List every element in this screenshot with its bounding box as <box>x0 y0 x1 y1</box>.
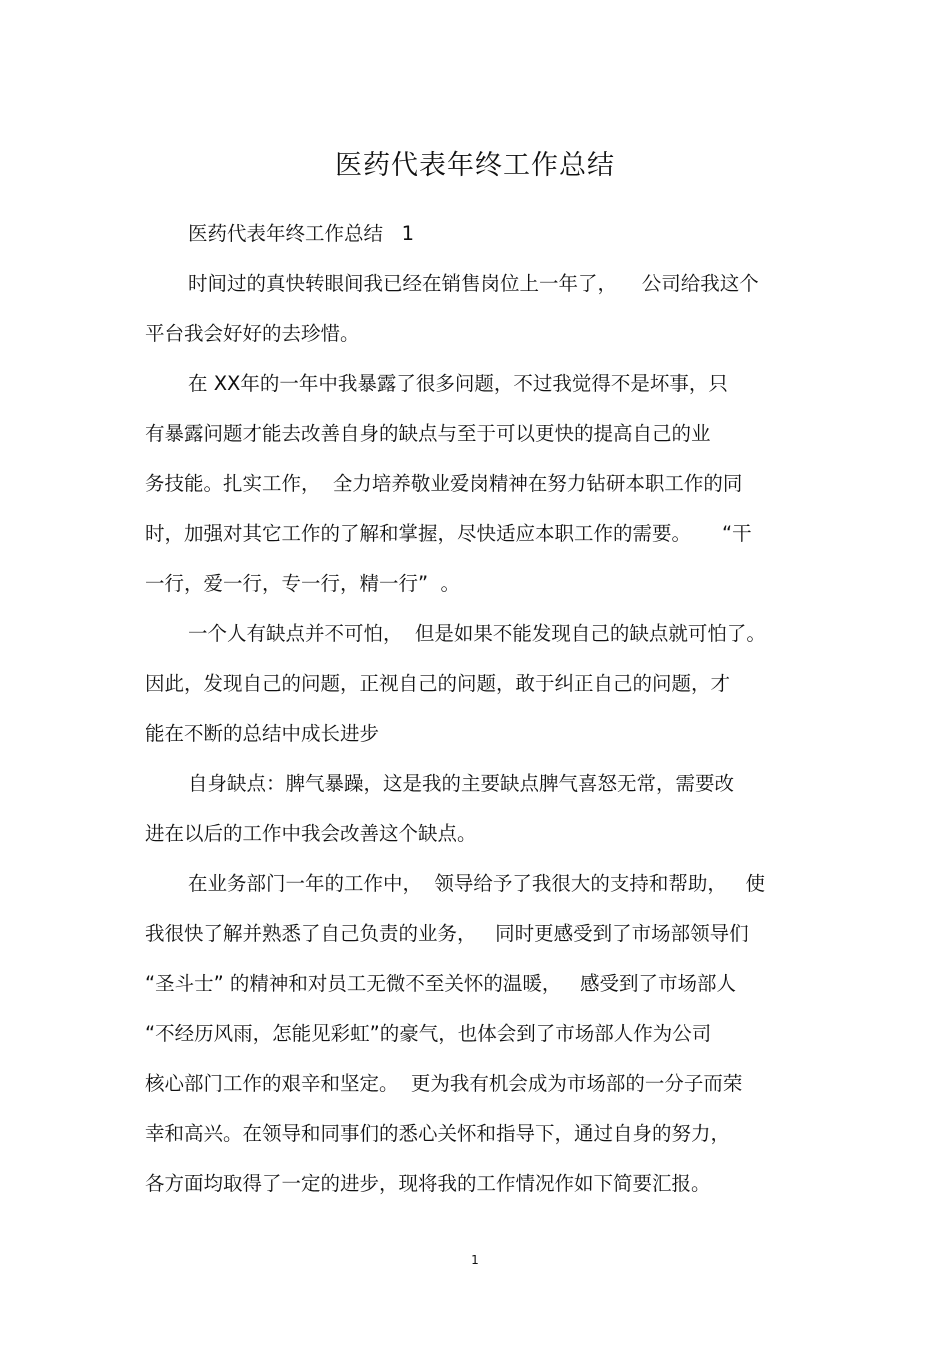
paragraph-line: 时间过的真快转眼间我已经在销售岗位上一年了， 公司给我这个 <box>188 272 759 295</box>
paragraph-line: 各方面均取得了一定的进步，现将我的工作情况作如下简要汇报。 <box>145 1172 711 1195</box>
paragraph-line: 有暴露问题才能去改善自身的缺点与至于可以更快的提高自己的业 <box>145 422 711 445</box>
page-number: 1 <box>471 1253 479 1267</box>
paragraph-line: 一行，爱一行，专一行，精一行” 。 <box>145 572 460 595</box>
paragraph-line: 进在以后的工作中我会改善这个缺点。 <box>145 822 477 845</box>
paragraph-line: 在 XX年的一年中我暴露了很多问题，不过我觉得不是坏事，只 <box>188 372 728 395</box>
paragraph-line: 一个人有缺点并不可怕， 但是如果不能发现自己的缺点就可怕了。 <box>188 622 766 645</box>
paragraph-line: 因此，发现自己的问题，正视自己的问题，敢于纠正自己的问题，才 <box>145 672 731 695</box>
document-title: 医药代表年终工作总结 <box>335 150 615 181</box>
paragraph-line: 幸和高兴。在领导和同事们的悉心关怀和指导下，通过自身的努力， <box>145 1122 731 1145</box>
paragraph-line: 核心部门工作的艰辛和坚定。 更为我有机会成为市场部的一分子而荣 <box>145 1072 743 1095</box>
section-heading: 医药代表年终工作总结 1 <box>188 222 415 245</box>
paragraph-line: “不经历风雨，怎能见彩虹”的豪气，也体会到了市场部人作为公司 <box>145 1022 712 1045</box>
paragraph-line: 时，加强对其它工作的了解和掌握，尽快适应本职工作的需要。 “干 <box>145 522 752 545</box>
paragraph-line: 能在不断的总结中成长进步 <box>145 722 380 745</box>
paragraph-line: 自身缺点：脾气暴躁，这是我的主要缺点脾气喜怒无常，需要改 <box>188 772 735 795</box>
paragraph-line: “圣斗士” 的精神和对员工无微不至关怀的温暖， 感受到了市场部人 <box>145 972 736 995</box>
paragraph-line: 平台我会好好的去珍惜。 <box>145 322 360 345</box>
paragraph-line: 我很快了解并熟悉了自己负责的业务， 同时更感受到了市场部领导们 <box>145 922 749 945</box>
paragraph-line: 在业务部门一年的工作中， 领导给予了我很大的支持和帮助， 使 <box>188 872 765 895</box>
paragraph-line: 务技能。扎实工作， 全力培养敬业爱岗精神在努力钻研本职工作的同 <box>145 472 743 495</box>
